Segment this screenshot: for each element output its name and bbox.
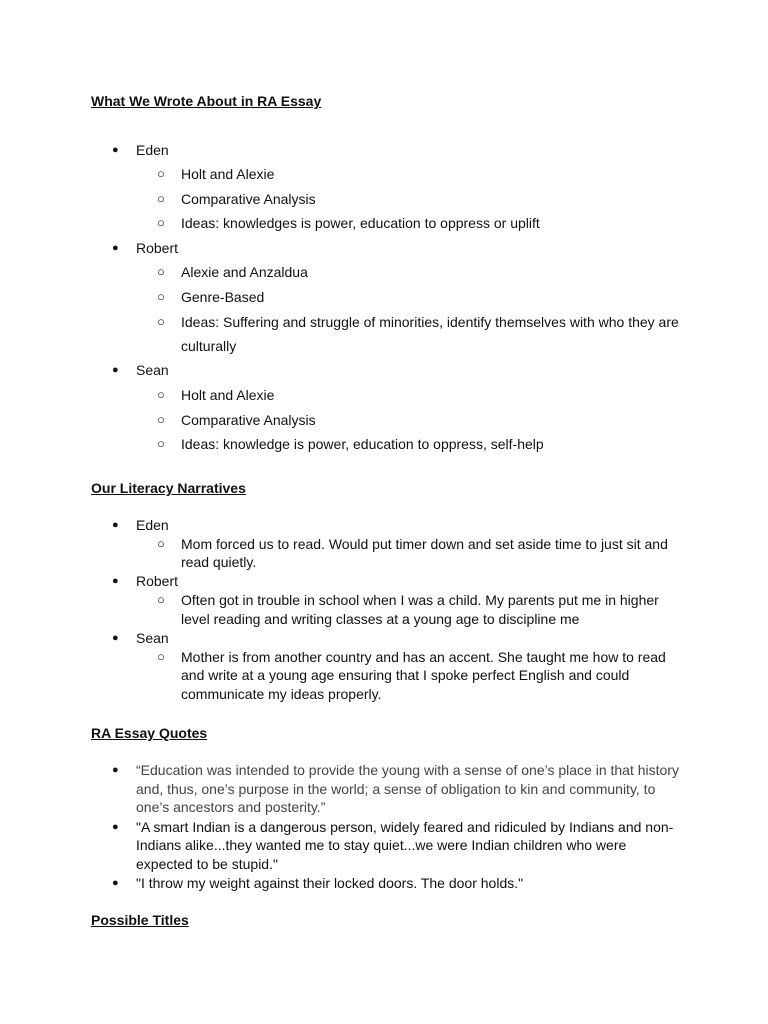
narrative-line: Often got in trouble in school when I was a child. My parents put me in higher bbox=[181, 592, 659, 608]
list-item: Ideas: knowledge is power, education to oppress, self-help bbox=[181, 436, 544, 452]
section-heading-essay-quotes: RA Essay Quotes bbox=[91, 725, 208, 741]
hollow-bullet-icon: ○ bbox=[157, 387, 165, 402]
filled-bullet-icon: ● bbox=[112, 877, 119, 889]
narrative-line: communicate my ideas properly. bbox=[181, 686, 382, 702]
filled-bullet-icon: ● bbox=[112, 242, 119, 254]
hollow-bullet-icon: ○ bbox=[157, 592, 165, 607]
quote-line: and, thus, one’s purpose in the world; a sense of obligation to kin and community, to bbox=[136, 781, 656, 797]
quote-line: “Education was intended to provide the young with a sense of one’s place in that history bbox=[136, 762, 679, 778]
hollow-bullet-icon: ○ bbox=[157, 649, 165, 664]
person-name-eden: Eden bbox=[136, 517, 169, 533]
hollow-bullet-icon: ○ bbox=[157, 536, 165, 551]
filled-bullet-icon: ● bbox=[112, 764, 119, 776]
quote-line: one’s ancestors and posterity.” bbox=[136, 799, 326, 815]
filled-bullet-icon: ● bbox=[112, 519, 119, 531]
list-item: Ideas: knowledges is power, education to oppress or uplift bbox=[181, 215, 540, 231]
list-item-continuation: culturally bbox=[181, 338, 237, 354]
narrative-line: read quietly. bbox=[181, 554, 257, 570]
list-item: Genre-Based bbox=[181, 289, 265, 305]
section-heading-ra-essay: What We Wrote About in RA Essay bbox=[91, 93, 322, 109]
hollow-bullet-icon: ○ bbox=[157, 264, 165, 279]
filled-bullet-icon: ● bbox=[112, 364, 119, 376]
person-name-sean: Sean bbox=[136, 630, 169, 646]
narrative-line: level reading and writing classes at a young age to discipline me bbox=[181, 611, 580, 627]
quote-line: Indians alike...they wanted me to stay quiet...we were Indian children who were bbox=[136, 837, 627, 853]
quote-line: expected to be stupid." bbox=[136, 856, 278, 872]
quote-line: "I throw my weight against their locked doors. The door holds." bbox=[136, 875, 524, 891]
person-name-robert: Robert bbox=[136, 573, 179, 589]
hollow-bullet-icon: ○ bbox=[157, 191, 165, 206]
section-heading-possible-titles: Possible Titles bbox=[91, 912, 189, 928]
list-item: Holt and Alexie bbox=[181, 166, 275, 182]
person-name-sean: Sean bbox=[136, 362, 169, 378]
narrative-line: and write at a young age ensuring that I spoke perfect English and could bbox=[181, 667, 630, 683]
narrative-line: Mom forced us to read. Would put timer down and set aside time to just sit and bbox=[181, 536, 668, 552]
section-heading-literacy-narratives: Our Literacy Narratives bbox=[91, 480, 246, 496]
list-item: Ideas: Suffering and struggle of minorities, identify themselves with who they are bbox=[181, 314, 679, 330]
hollow-bullet-icon: ○ bbox=[157, 314, 165, 329]
narrative-line: Mother is from another country and has an accent. She taught me how to read bbox=[181, 649, 666, 665]
list-item: Holt and Alexie bbox=[181, 387, 275, 403]
hollow-bullet-icon: ○ bbox=[157, 166, 165, 181]
hollow-bullet-icon: ○ bbox=[157, 436, 165, 451]
list-item: Comparative Analysis bbox=[181, 191, 316, 207]
filled-bullet-icon: ● bbox=[112, 144, 119, 156]
hollow-bullet-icon: ○ bbox=[157, 215, 165, 230]
hollow-bullet-icon: ○ bbox=[157, 412, 165, 427]
hollow-bullet-icon: ○ bbox=[157, 289, 165, 304]
filled-bullet-icon: ● bbox=[112, 632, 119, 644]
person-name-eden: Eden bbox=[136, 142, 169, 158]
list-item: Comparative Analysis bbox=[181, 412, 316, 428]
filled-bullet-icon: ● bbox=[112, 821, 119, 833]
quote-line: "A smart Indian is a dangerous person, widely feared and ridiculed by Indians and non- bbox=[136, 819, 674, 835]
list-item: Alexie and Anzaldua bbox=[181, 264, 308, 280]
filled-bullet-icon: ● bbox=[112, 575, 119, 587]
person-name-robert: Robert bbox=[136, 240, 179, 256]
